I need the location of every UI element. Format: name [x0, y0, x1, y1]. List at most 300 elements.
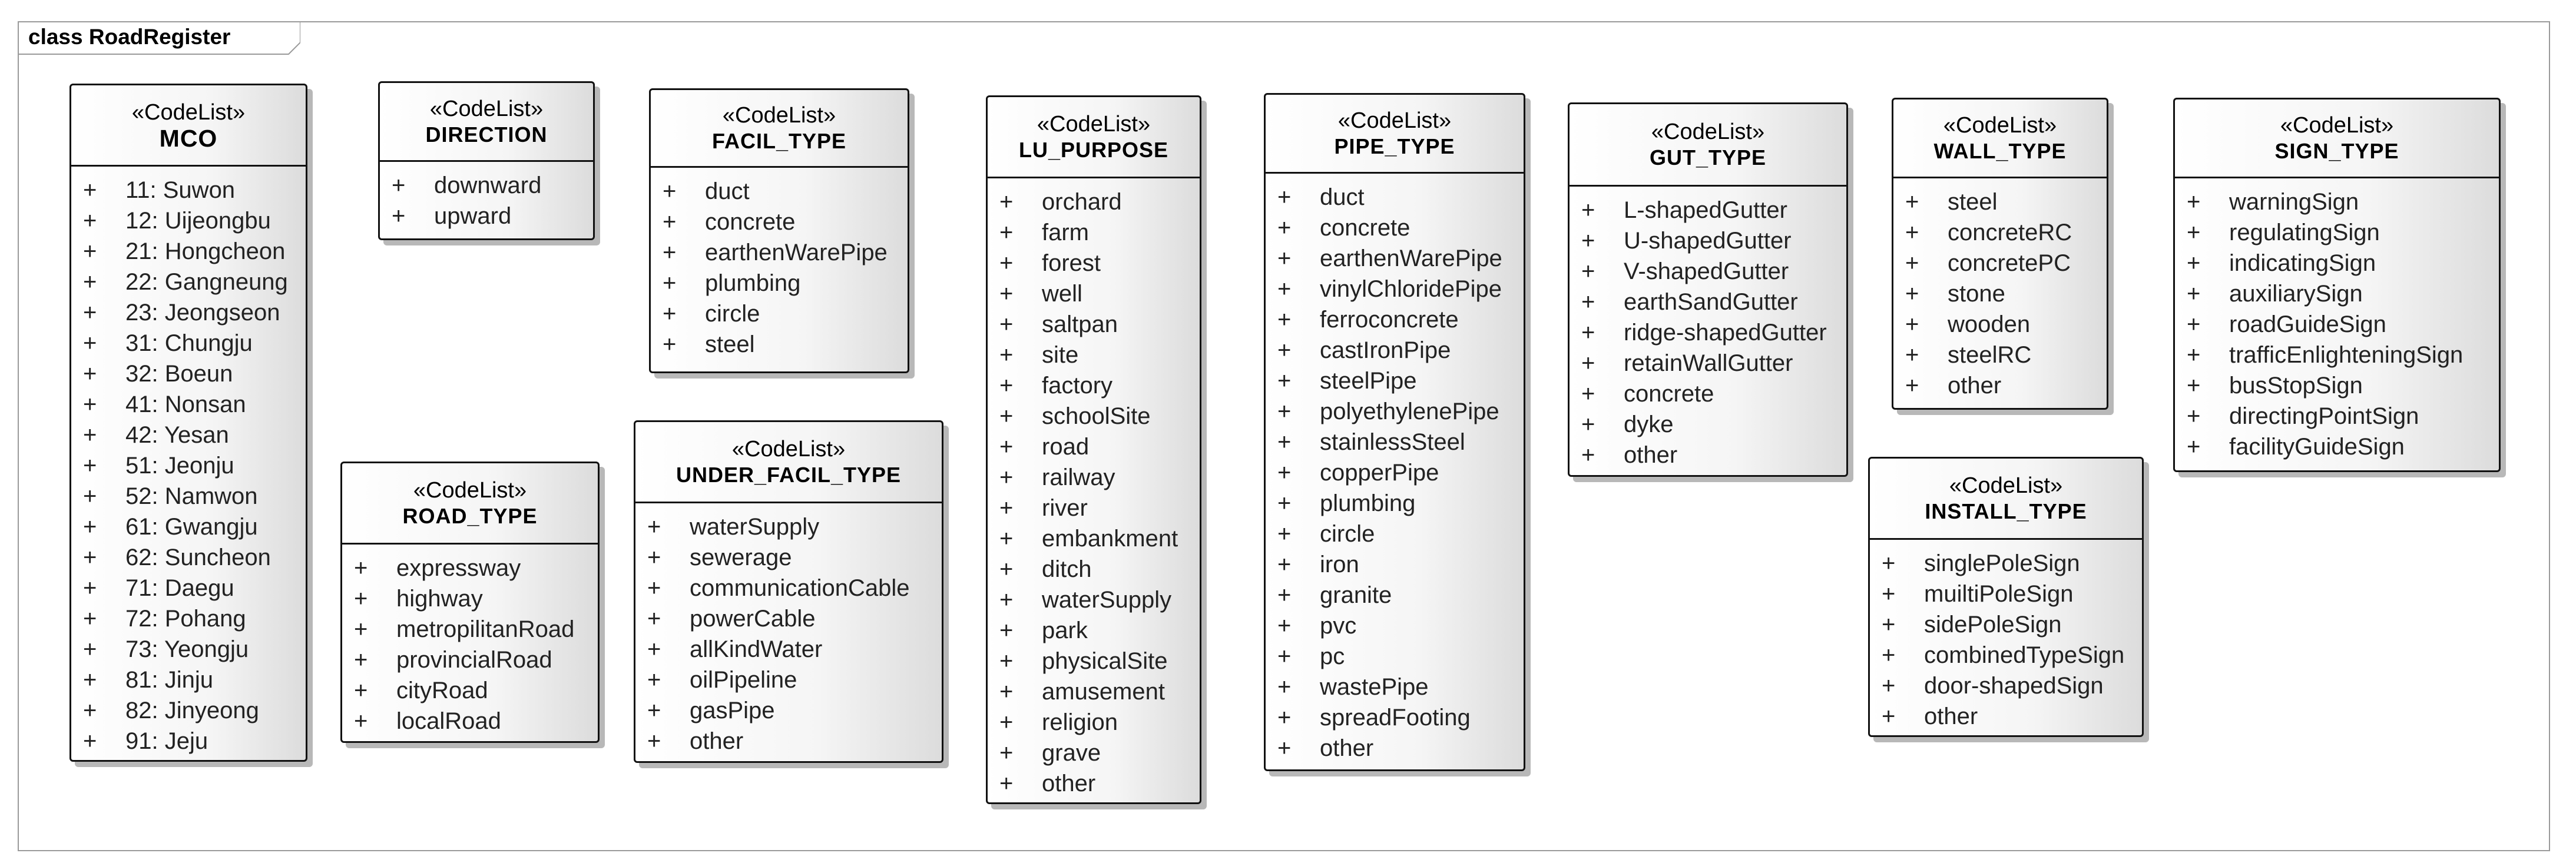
- attribute-name: 91: Jeju: [125, 728, 208, 754]
- attribute-name: river: [1042, 495, 1088, 521]
- visibility-marker: +: [354, 586, 368, 612]
- attribute-row: [1893, 278, 2107, 309]
- attribute-row: [1266, 243, 1524, 274]
- attribute-name: directingPointSign: [2229, 403, 2419, 429]
- class-header: [988, 97, 1200, 178]
- attribute-row: [988, 401, 1200, 432]
- visibility-marker: +: [1277, 337, 1292, 363]
- attribute-list: [651, 168, 908, 360]
- attribute-row: [1870, 609, 2142, 640]
- attribute-name: castIronPipe: [1320, 337, 1451, 363]
- attribute-row: [988, 278, 1200, 309]
- attribute-name: busStopSign: [2229, 373, 2363, 399]
- attribute-row: [1266, 641, 1524, 672]
- visibility-marker: +: [1581, 381, 1595, 407]
- visibility-marker: +: [999, 587, 1014, 613]
- visibility-marker: +: [392, 203, 406, 229]
- visibility-marker: +: [1581, 442, 1595, 468]
- attribute-name: roadGuideSign: [2229, 311, 2386, 337]
- attribute-row: [988, 523, 1200, 554]
- attribute-row: [1570, 409, 1846, 440]
- attribute-row: [2175, 370, 2499, 401]
- attribute-row: [988, 217, 1200, 248]
- attribute-name: physicalSite: [1042, 648, 1168, 674]
- visibility-marker: +: [83, 391, 97, 417]
- attribute-name: waterSupply: [690, 514, 820, 540]
- class-pipe-type[interactable]: [1264, 93, 1525, 771]
- attribute-name: other: [1924, 703, 1978, 729]
- attribute-row: [2175, 187, 2499, 217]
- attribute-name: cityRoad: [396, 678, 488, 703]
- attribute-row: [1570, 195, 1846, 225]
- visibility-marker: +: [663, 209, 677, 235]
- attribute-name: religion: [1042, 709, 1118, 735]
- attribute-name: plumbing: [1320, 490, 1416, 516]
- attribute-row: [71, 175, 306, 205]
- class-name: WALL_TYPE: [1933, 138, 2067, 163]
- attribute-name: 41: Nonsan: [125, 391, 246, 417]
- visibility-marker: +: [1905, 311, 1919, 337]
- class-name: LU_PURPOSE: [1018, 137, 1169, 162]
- visibility-marker: +: [1882, 673, 1896, 699]
- visibility-marker: +: [1277, 429, 1292, 455]
- attribute-row: [342, 553, 598, 583]
- attribute-row: [1570, 348, 1846, 379]
- visibility-marker: +: [83, 667, 97, 693]
- attribute-row: [988, 738, 1200, 768]
- attribute-row: [2175, 248, 2499, 278]
- visibility-marker: +: [1277, 613, 1292, 639]
- attribute-list: [1870, 540, 2142, 732]
- attribute-row: [1893, 248, 2107, 278]
- attribute-row: [2175, 340, 2499, 370]
- attribute-name: other: [1624, 442, 1678, 468]
- attribute-row: [1893, 370, 2107, 401]
- attribute-name: circle: [1320, 521, 1375, 547]
- attribute-row: [71, 481, 306, 512]
- attribute-name: localRoad: [396, 708, 501, 734]
- attribute-row: [1266, 702, 1524, 733]
- attribute-row: [988, 615, 1200, 646]
- attribute-list: [1266, 174, 1524, 764]
- attribute-name: earthSandGutter: [1624, 289, 1798, 315]
- attribute-name: provincialRoad: [396, 647, 552, 673]
- attribute-name: 61: Gwangju: [125, 514, 258, 540]
- attribute-row: [635, 726, 942, 756]
- class-stereotype: «CodeList»: [1337, 108, 1452, 133]
- attribute-name: factory: [1042, 373, 1113, 399]
- class-name: ROAD_TYPE: [402, 503, 538, 528]
- attribute-row: [1893, 309, 2107, 340]
- class-header: [1870, 459, 2142, 540]
- attribute-row: [635, 542, 942, 573]
- attribute-name: amusement: [1042, 679, 1165, 705]
- attribute-name: indicatingSign: [2229, 250, 2376, 276]
- attribute-name: other: [1320, 735, 1374, 761]
- class-gut-type[interactable]: [1568, 102, 1848, 477]
- class-header: [1570, 104, 1846, 187]
- class-wall-type[interactable]: [1892, 98, 2108, 410]
- visibility-marker: +: [1581, 258, 1595, 284]
- attribute-row: [651, 298, 908, 329]
- visibility-marker: +: [663, 270, 677, 296]
- visibility-marker: +: [1882, 703, 1896, 729]
- attribute-row: [2175, 309, 2499, 340]
- class-stereotype: «CodeList»: [722, 102, 836, 128]
- class-lu-purpose[interactable]: [986, 95, 1201, 804]
- attribute-name: embankment: [1042, 526, 1178, 552]
- attribute-row: [1266, 366, 1524, 396]
- attribute-name: wastePipe: [1320, 674, 1429, 700]
- attribute-name: earthenWarePipe: [705, 240, 888, 265]
- attribute-row: [988, 462, 1200, 493]
- attribute-name: 73: Yeongju: [125, 636, 249, 662]
- attribute-name: U-shapedGutter: [1624, 228, 1792, 254]
- visibility-marker: +: [1581, 228, 1595, 254]
- visibility-marker: +: [647, 545, 661, 570]
- attribute-list: [380, 162, 593, 231]
- attribute-name: facilityGuideSign: [2229, 434, 2405, 460]
- attribute-row: [71, 359, 306, 389]
- attribute-name: duct: [705, 178, 750, 204]
- attribute-name: ferroconcrete: [1320, 307, 1459, 333]
- attribute-row: [635, 603, 942, 634]
- visibility-marker: +: [2187, 281, 2201, 307]
- visibility-marker: +: [1277, 307, 1292, 333]
- attribute-row: [651, 207, 908, 237]
- attribute-list: [635, 503, 942, 756]
- class-header: [651, 90, 908, 168]
- visibility-marker: +: [999, 740, 1014, 766]
- class-name: SIGN_TYPE: [2274, 138, 2399, 163]
- attribute-name: steel: [1948, 189, 1998, 215]
- class-stereotype: «CodeList»: [131, 99, 246, 125]
- attribute-row: [988, 248, 1200, 278]
- attribute-row: [1570, 225, 1846, 256]
- attribute-row: [651, 237, 908, 268]
- attribute-name: ditch: [1042, 556, 1092, 582]
- attribute-name: 12: Uijeongbu: [125, 208, 271, 234]
- attribute-row: [651, 329, 908, 360]
- attribute-row: [1266, 488, 1524, 519]
- attribute-name: spreadFooting: [1320, 705, 1471, 731]
- attribute-row: [2175, 278, 2499, 309]
- class-header: [1893, 99, 2107, 178]
- visibility-marker: +: [83, 606, 97, 632]
- visibility-marker: +: [83, 177, 97, 203]
- attribute-row: [71, 236, 306, 267]
- attribute-name: door-shapedSign: [1924, 673, 2104, 699]
- attribute-row: [1870, 671, 2142, 701]
- attribute-name: vinylChloridePipe: [1320, 276, 1502, 302]
- attribute-name: pc: [1320, 643, 1345, 669]
- attribute-name: steelRC: [1948, 342, 2032, 368]
- attribute-row: [988, 768, 1200, 799]
- attribute-name: expressway: [396, 555, 521, 581]
- attribute-name: forest: [1042, 250, 1101, 276]
- class-mco[interactable]: [69, 84, 307, 762]
- class-header: [342, 463, 598, 545]
- visibility-marker: +: [999, 495, 1014, 521]
- visibility-marker: +: [1277, 643, 1292, 669]
- visibility-marker: +: [647, 575, 661, 601]
- attribute-row: [71, 450, 306, 481]
- attribute-name: 11: Suwon: [125, 177, 236, 203]
- attribute-name: pvc: [1320, 613, 1357, 639]
- attribute-row: [988, 493, 1200, 523]
- class-facil-type[interactable]: [649, 88, 909, 373]
- class-under-facil-type[interactable]: [634, 420, 943, 763]
- attribute-name: regulatingSign: [2229, 220, 2380, 245]
- attribute-name: 23: Jeongseon: [125, 300, 280, 326]
- attribute-name: 21: Hongcheon: [125, 238, 286, 264]
- visibility-marker: +: [2187, 220, 2201, 245]
- visibility-marker: +: [1277, 674, 1292, 700]
- class-name: FACIL_TYPE: [711, 128, 847, 153]
- visibility-marker: +: [999, 189, 1014, 215]
- attribute-name: site: [1042, 342, 1079, 368]
- visibility-marker: +: [83, 238, 97, 264]
- attribute-row: [635, 695, 942, 726]
- class-name: GUT_TYPE: [1649, 145, 1767, 170]
- visibility-marker: +: [2187, 250, 2201, 276]
- visibility-marker: +: [83, 728, 97, 754]
- attribute-name: waterSupply: [1042, 587, 1172, 613]
- visibility-marker: +: [663, 301, 677, 327]
- visibility-marker: +: [999, 434, 1014, 460]
- visibility-marker: +: [1277, 490, 1292, 516]
- attribute-row: [1266, 610, 1524, 641]
- visibility-marker: +: [83, 636, 97, 662]
- attribute-row: [71, 389, 306, 420]
- attribute-name: upward: [434, 203, 512, 229]
- class-stereotype: «CodeList»: [429, 96, 544, 121]
- visibility-marker: +: [647, 514, 661, 540]
- attribute-row: [988, 646, 1200, 676]
- attribute-name: steel: [705, 331, 755, 357]
- attribute-name: 42: Yesan: [125, 422, 229, 448]
- visibility-marker: +: [999, 771, 1014, 796]
- attribute-row: [635, 512, 942, 542]
- attribute-row: [71, 634, 306, 665]
- attribute-name: oilPipeline: [690, 667, 797, 693]
- attribute-list: [342, 545, 598, 736]
- attribute-row: [1266, 335, 1524, 366]
- attribute-name: 31: Chungju: [125, 330, 253, 356]
- attribute-name: other: [1042, 771, 1096, 796]
- attribute-name: communicationCable: [690, 575, 910, 601]
- attribute-row: [635, 634, 942, 665]
- attribute-row: [1870, 579, 2142, 609]
- attribute-name: farm: [1042, 220, 1089, 245]
- attribute-row: [71, 205, 306, 236]
- visibility-marker: +: [663, 240, 677, 265]
- attribute-name: iron: [1320, 552, 1359, 577]
- visibility-marker: +: [663, 331, 677, 357]
- attribute-row: [1870, 548, 2142, 579]
- attribute-row: [2175, 432, 2499, 462]
- attribute-name: stone: [1948, 281, 2005, 307]
- class-stereotype: «CodeList»: [1943, 112, 2057, 138]
- attribute-row: [1266, 213, 1524, 243]
- visibility-marker: +: [1277, 521, 1292, 547]
- attribute-name: singlePoleSign: [1924, 550, 2080, 576]
- visibility-marker: +: [83, 361, 97, 387]
- attribute-name: circle: [705, 301, 760, 327]
- attribute-row: [988, 707, 1200, 738]
- visibility-marker: +: [1581, 411, 1595, 437]
- class-name: DIRECTION: [425, 122, 548, 147]
- visibility-marker: +: [354, 678, 368, 703]
- attribute-row: [342, 706, 598, 736]
- visibility-marker: +: [999, 373, 1014, 399]
- visibility-marker: +: [1581, 197, 1595, 223]
- attribute-name: metropilitanRoad: [396, 616, 575, 642]
- frame-title: class RoadRegister: [28, 25, 231, 49]
- class-header: [1266, 95, 1524, 174]
- class-stereotype: «CodeList»: [1037, 111, 1151, 137]
- attribute-row: [380, 201, 593, 231]
- attribute-name: 71: Daegu: [125, 575, 234, 601]
- class-install-type[interactable]: [1868, 457, 2144, 737]
- attribute-row: [71, 665, 306, 695]
- class-stereotype: «CodeList»: [731, 436, 846, 462]
- attribute-row: [71, 695, 306, 726]
- attribute-row: [1266, 733, 1524, 764]
- attribute-row: [988, 309, 1200, 340]
- visibility-marker: +: [1277, 735, 1292, 761]
- visibility-marker: +: [83, 575, 97, 601]
- class-name: MCO: [159, 124, 218, 152]
- attribute-name: steelPipe: [1320, 368, 1417, 394]
- attribute-row: [1870, 640, 2142, 671]
- attribute-row: [1570, 256, 1846, 287]
- visibility-marker: +: [1882, 550, 1896, 576]
- attribute-row: [2175, 217, 2499, 248]
- visibility-marker: +: [2187, 311, 2201, 337]
- visibility-marker: +: [2187, 403, 2201, 429]
- attribute-name: 81: Jinju: [125, 667, 213, 693]
- visibility-marker: +: [83, 483, 97, 509]
- visibility-marker: +: [999, 250, 1014, 276]
- class-header: [71, 85, 306, 167]
- attribute-row: [1893, 340, 2107, 370]
- attribute-row: [1266, 304, 1524, 335]
- class-stereotype: «CodeList»: [1651, 119, 1765, 144]
- attribute-row: [71, 267, 306, 297]
- visibility-marker: +: [999, 618, 1014, 643]
- attribute-row: [1266, 274, 1524, 304]
- visibility-marker: +: [1277, 552, 1292, 577]
- visibility-marker: +: [1277, 276, 1292, 302]
- visibility-marker: +: [2187, 342, 2201, 368]
- attribute-row: [1266, 519, 1524, 549]
- attribute-name: concrete: [1624, 381, 1714, 407]
- visibility-marker: +: [1277, 582, 1292, 608]
- attribute-name: highway: [396, 586, 483, 612]
- attribute-row: [1266, 396, 1524, 427]
- visibility-marker: +: [1905, 373, 1919, 399]
- class-road-type[interactable]: [340, 462, 600, 743]
- attribute-row: [988, 340, 1200, 370]
- attribute-name: grave: [1042, 740, 1101, 766]
- attribute-name: polyethylenePipe: [1320, 399, 1499, 424]
- attribute-name: 52: Namwon: [125, 483, 258, 509]
- attribute-name: warningSign: [2229, 189, 2359, 215]
- attribute-name: ridge-shapedGutter: [1624, 320, 1827, 346]
- attribute-row: [1266, 457, 1524, 488]
- class-stereotype: «CodeList»: [1949, 473, 2063, 498]
- attribute-row: [1266, 182, 1524, 213]
- attribute-name: orchard: [1042, 189, 1122, 215]
- attribute-name: 62: Suncheon: [125, 545, 271, 570]
- visibility-marker: +: [1905, 220, 1919, 245]
- attribute-row: [1266, 549, 1524, 580]
- class-header: [380, 83, 593, 162]
- class-name: UNDER_FACIL_TYPE: [676, 462, 902, 487]
- class-sign-type[interactable]: [2173, 98, 2501, 472]
- attribute-name: 32: Boeun: [125, 361, 233, 387]
- attribute-name: copperPipe: [1320, 460, 1439, 486]
- class-name: PIPE_TYPE: [1334, 134, 1455, 158]
- attribute-list: [1893, 178, 2107, 401]
- visibility-marker: +: [647, 667, 661, 693]
- attribute-name: sewerage: [690, 545, 792, 570]
- attribute-row: [651, 176, 908, 207]
- visibility-marker: +: [83, 330, 97, 356]
- attribute-name: L-shapedGutter: [1624, 197, 1787, 223]
- visibility-marker: +: [354, 647, 368, 673]
- attribute-name: gasPipe: [690, 698, 775, 723]
- attribute-name: 82: Jinyeong: [125, 698, 259, 723]
- attribute-row: [988, 676, 1200, 707]
- attribute-row: [380, 170, 593, 201]
- attribute-name: granite: [1320, 582, 1392, 608]
- visibility-marker: +: [1905, 189, 1919, 215]
- visibility-marker: +: [999, 556, 1014, 582]
- visibility-marker: +: [354, 555, 368, 581]
- visibility-marker: +: [1882, 642, 1896, 668]
- attribute-row: [342, 583, 598, 614]
- visibility-marker: +: [1581, 289, 1595, 315]
- attribute-name: muiltiPoleSign: [1924, 581, 2074, 607]
- attribute-list: [988, 178, 1200, 799]
- attribute-name: schoolSite: [1042, 403, 1151, 429]
- attribute-name: powerCable: [690, 606, 816, 632]
- visibility-marker: +: [1882, 581, 1896, 607]
- attribute-row: [71, 328, 306, 359]
- attribute-name: other: [690, 728, 744, 754]
- visibility-marker: +: [392, 172, 406, 198]
- visibility-marker: +: [999, 220, 1014, 245]
- visibility-marker: +: [83, 514, 97, 540]
- attribute-name: concrete: [1320, 215, 1410, 241]
- attribute-name: dyke: [1624, 411, 1674, 437]
- visibility-marker: +: [83, 453, 97, 479]
- attribute-name: 72: Pohang: [125, 606, 246, 632]
- visibility-marker: +: [1581, 350, 1595, 376]
- class-direction[interactable]: [378, 81, 595, 240]
- attribute-list: [1570, 187, 1846, 470]
- attribute-row: [1870, 701, 2142, 732]
- attribute-row: [342, 675, 598, 706]
- attribute-row: [1266, 427, 1524, 457]
- attribute-name: downward: [434, 172, 542, 198]
- attribute-name: concreteRC: [1948, 220, 2072, 245]
- class-name: INSTALL_TYPE: [1925, 499, 2087, 523]
- visibility-marker: +: [647, 698, 661, 723]
- attribute-row: [1266, 580, 1524, 610]
